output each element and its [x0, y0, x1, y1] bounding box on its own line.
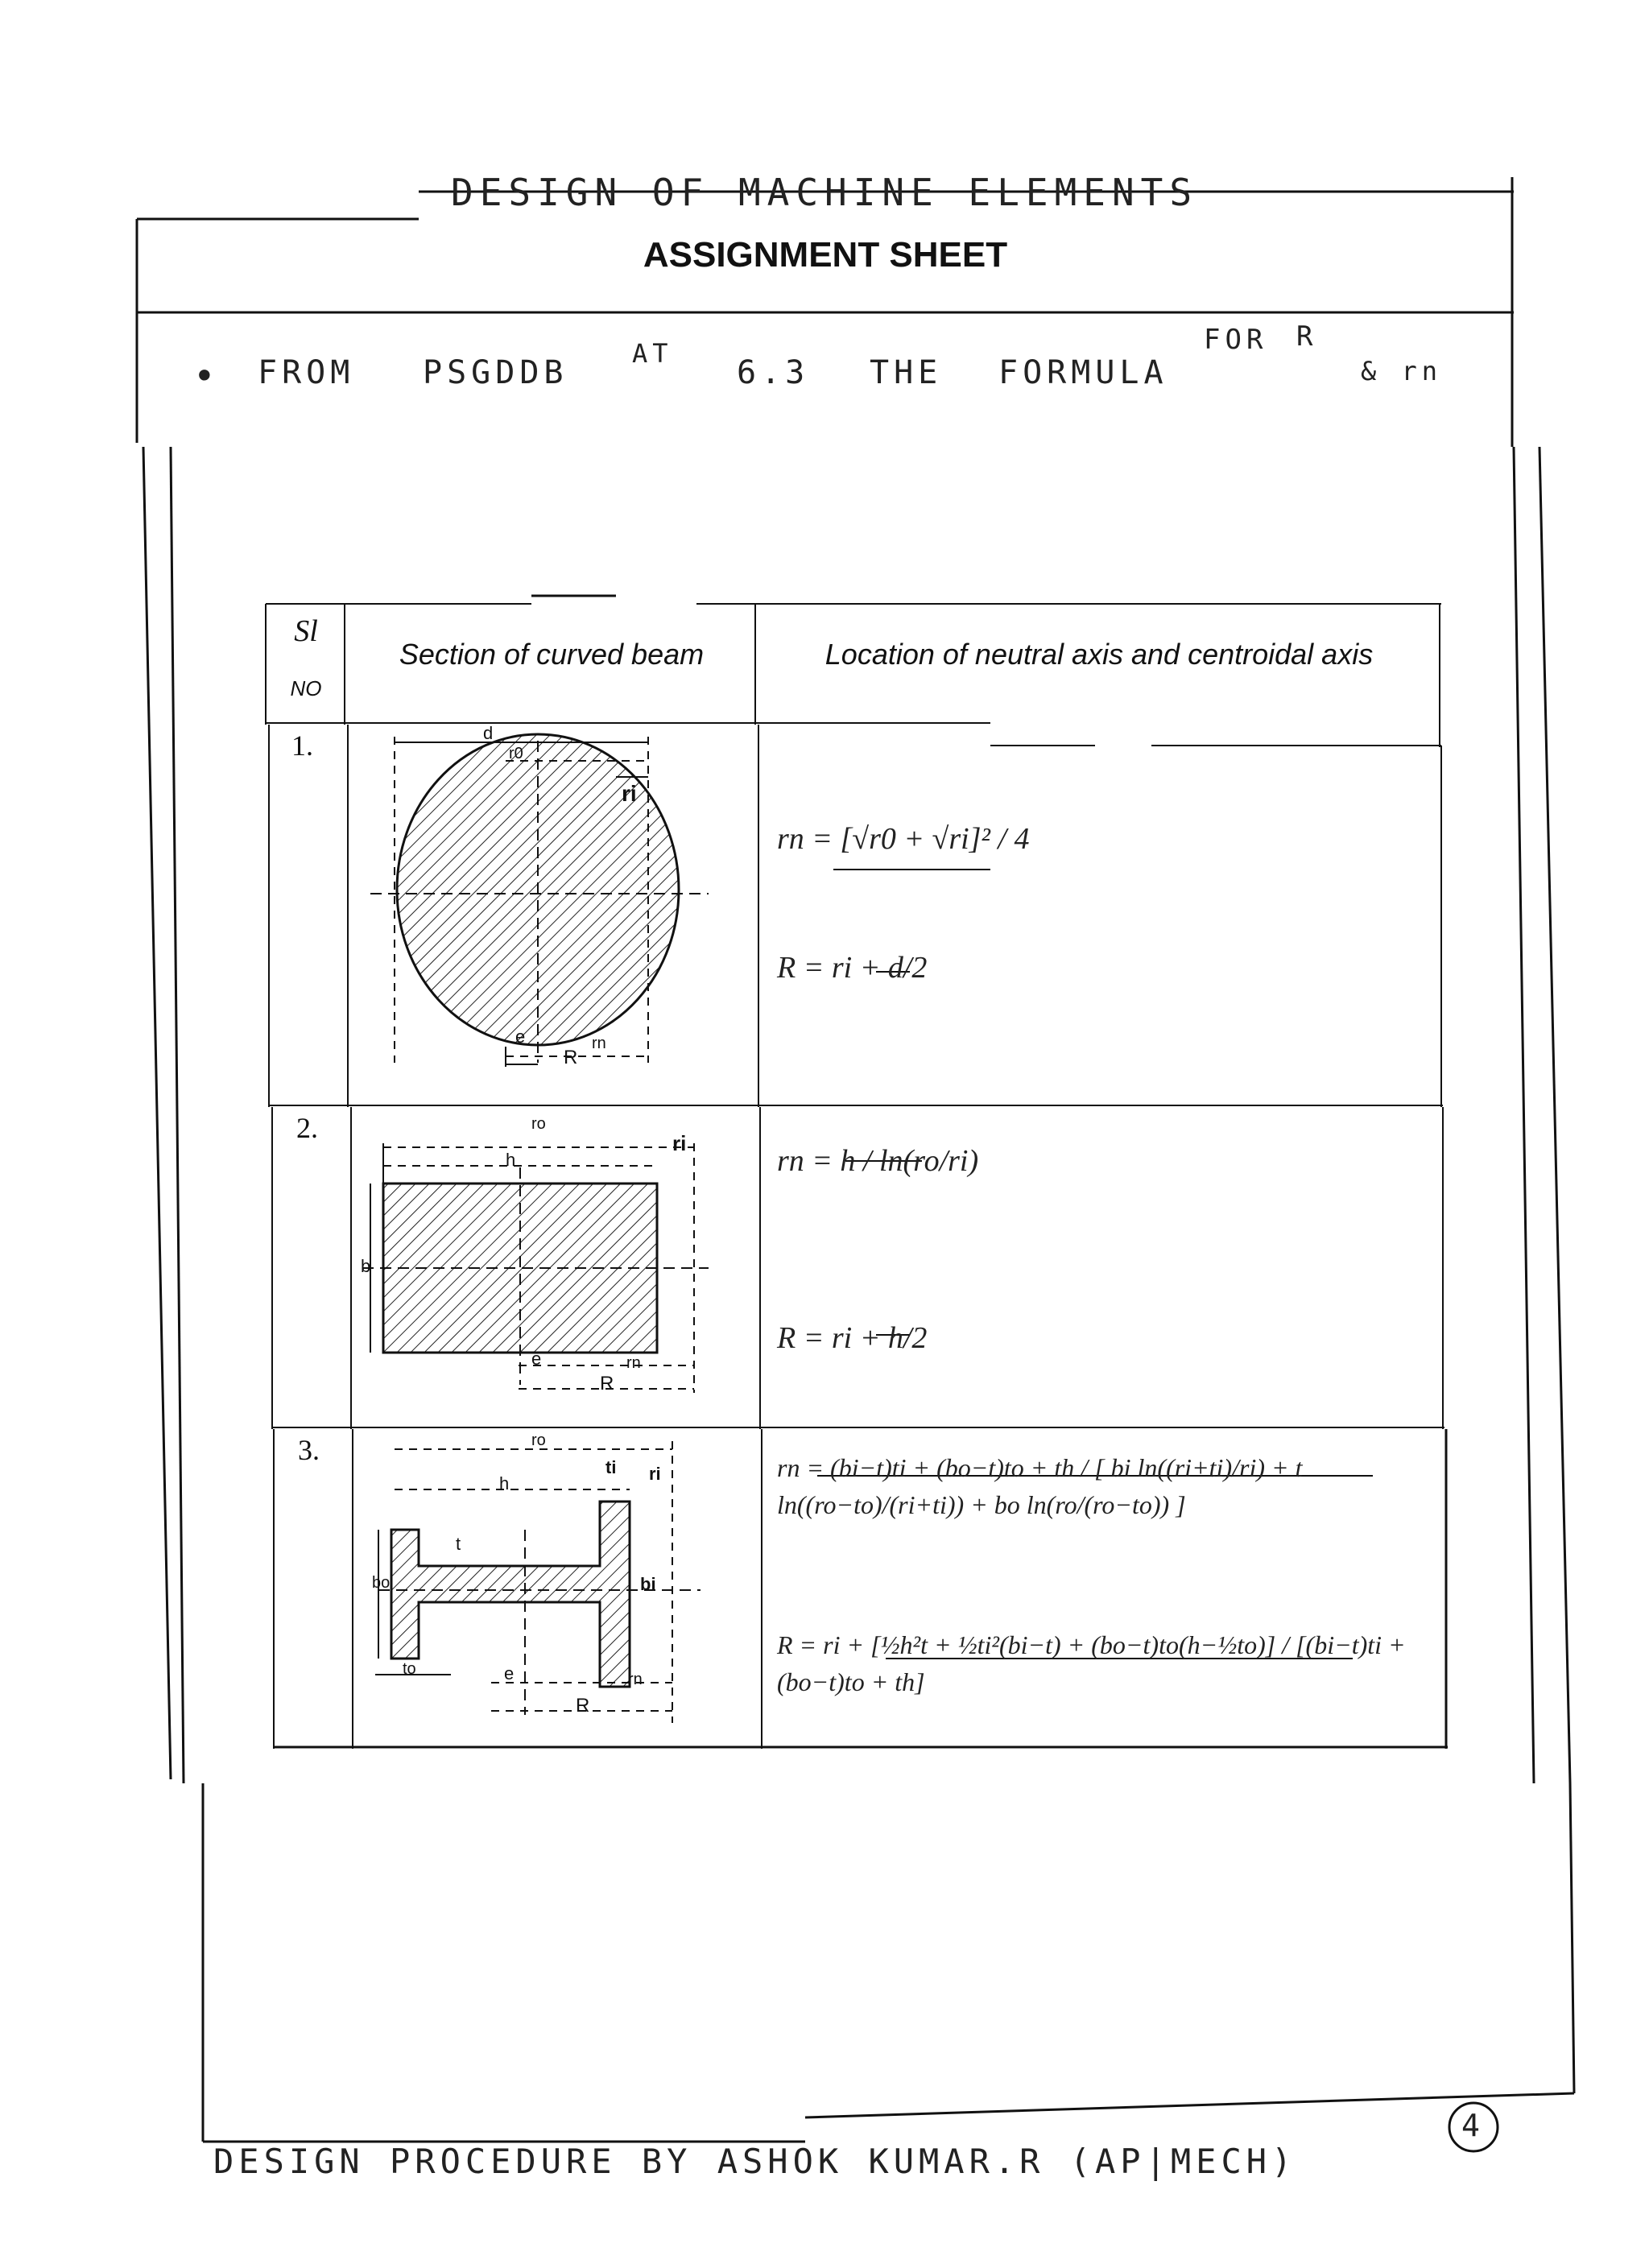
- note-word-for: FOR: [1204, 324, 1268, 356]
- note-word-from: FROM: [258, 354, 355, 391]
- label-ro: ro: [531, 1115, 546, 1133]
- label-to: to: [403, 1660, 416, 1678]
- label-R: R: [564, 1047, 578, 1068]
- label-ti: ti: [605, 1457, 617, 1477]
- row-2-number: 2.: [296, 1112, 318, 1144]
- bullet: •: [193, 354, 221, 398]
- label-ri: ri: [622, 781, 637, 806]
- label-t: t: [456, 1534, 461, 1554]
- label-e: e: [504, 1663, 515, 1683]
- course-title: DESIGN OF MACHINE ELEMENTS: [451, 171, 1199, 214]
- circular-section-figure: [370, 734, 709, 1067]
- label-R: R: [576, 1695, 590, 1716]
- note-word-section: 6.3: [737, 354, 810, 391]
- label-bo: bo: [372, 1574, 391, 1592]
- header-no: NO: [290, 676, 322, 700]
- label-ri: ri: [649, 1464, 661, 1484]
- sheet-title: ASSIGNMENT SHEET: [643, 235, 1008, 275]
- note-word-formula: FORMULA: [998, 354, 1168, 391]
- page-number: 4: [1461, 2108, 1480, 2143]
- note-word-psgddb: PSGDDB: [423, 354, 568, 391]
- label-ri: ri: [672, 1131, 687, 1155]
- header-sl: Sl: [294, 614, 318, 648]
- formula-row1-R: R = ri + d/2: [777, 951, 928, 985]
- label-ro: ro: [531, 1431, 546, 1449]
- label-bi: bi: [640, 1574, 656, 1594]
- formula-row2-rn: rn = h / ln(ro/ri): [777, 1144, 979, 1178]
- formula-row1-rn: rn = [√r0 + √ri]² / 4: [777, 822, 1030, 856]
- formula-row3-rn: rn = (bi−t)ti + (bo−t)to + th / [ bi ln((ri+ti)/ri) + t ln((ro−to)/(ri+ti)) + bo ln(ro/(ro−to)) ]: [777, 1453, 1303, 1519]
- footer-credit: DESIGN PROCEDURE BY ASHOK KUMAR.R (AP|MECH): [213, 2142, 1297, 2181]
- label-d: d: [483, 723, 494, 743]
- label-rn: rn: [626, 1354, 641, 1372]
- label-h: h: [506, 1150, 516, 1170]
- label-rn: rn: [628, 1671, 643, 1688]
- label-R: R: [600, 1373, 614, 1394]
- label-b: b: [361, 1256, 371, 1276]
- label-h: h: [499, 1473, 510, 1493]
- label-rn: rn: [592, 1035, 606, 1052]
- header-section: Section of curved beam: [399, 638, 705, 671]
- note-word-r: R: [1296, 320, 1318, 353]
- row-1-number: 1.: [291, 729, 313, 762]
- label-e: e: [531, 1349, 542, 1369]
- label-r0: r0: [509, 745, 523, 762]
- label-e: e: [515, 1027, 526, 1047]
- formula-row2-R: R = ri + h/2: [777, 1321, 928, 1355]
- row-3-number: 3.: [298, 1434, 320, 1466]
- header-location: Location of neutral axis and centroidal axis: [824, 638, 1374, 671]
- note-word-at: AT: [632, 338, 673, 369]
- note-word-rn: & rn: [1361, 356, 1443, 386]
- formula-row3-R: R = ri + [½h²t + ½ti²(bi−t) + (bo−t)to(h−½to)] / [(bi−t)ti + (bo−t)to + th]: [777, 1630, 1406, 1696]
- note-word-the: THE: [870, 354, 943, 391]
